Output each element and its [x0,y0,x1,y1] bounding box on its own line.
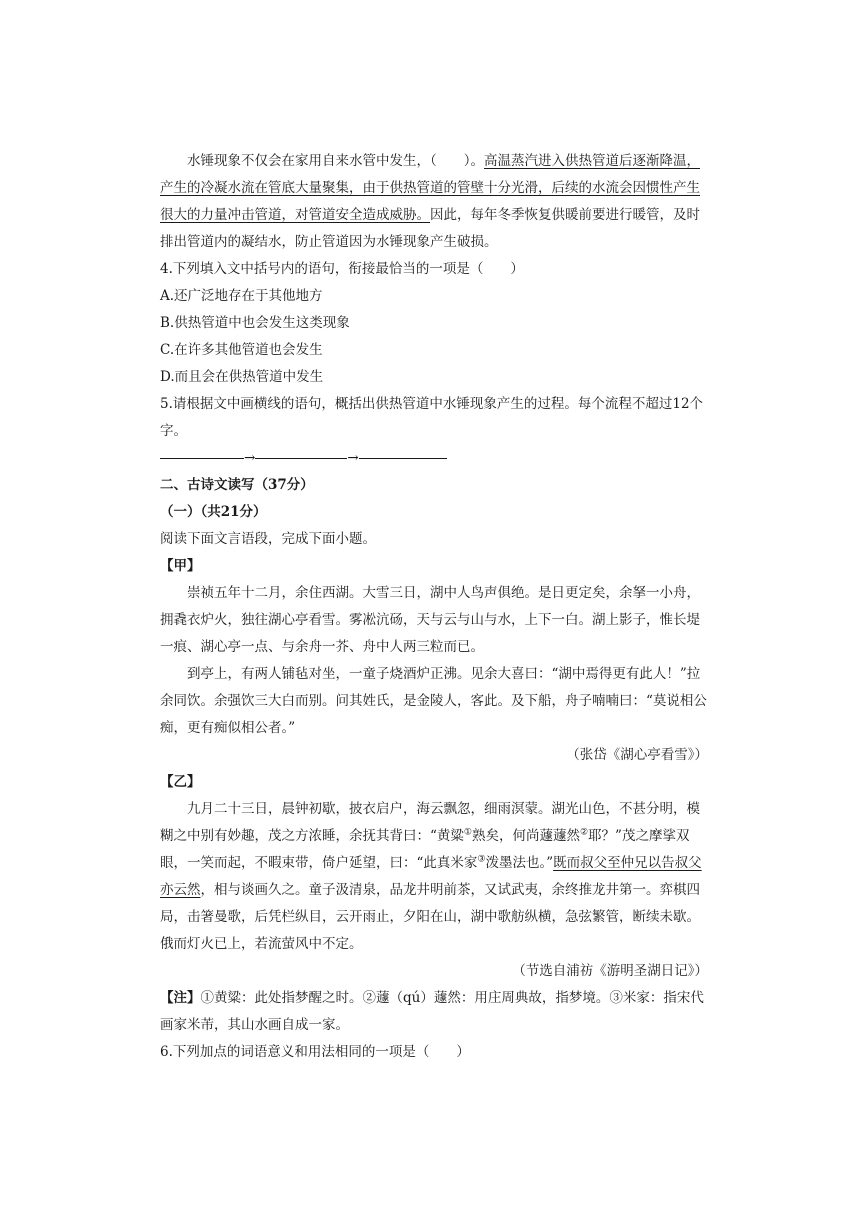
yi-text-c: 耶？”茂之摩挲双眼，一笑而起，不暇束带，倚户延望，曰：“此真米家 [160,828,690,871]
exam-page [160,148,708,1066]
section-2-instruction: 阅读下面文言语段，完成下面小题。 [160,531,376,547]
flow-blank-1[interactable] [160,458,244,459]
yi-text-e: ，相与谈画久之。童子汲清泉，品龙井明前茶，又试武夷，余终推龙井第一。弈棋四局，击箸曼歌，后凭栏纵目，云开雨止，夕阳在山，湖中歌舫纵横，急弦繁管，断续未歇。俄而灯火已上，若流萤风中不定。 [160,882,700,952]
question-6-stem: 6.下列加点的词语意义和用法相同的一项是（ ） [160,1044,470,1060]
annotation-note [160,985,708,1039]
passage-underlined-sentence: 高温蒸汽进入供热管道后逐渐降温，产生的冷凝水流在管底大量聚集，由于供热管道的管壁十分光滑，后续的水流会因惯性产生很大的力量冲击管道，对管道安全造成威胁。 [160,153,700,223]
yi-underlined-sentence: 既而叔父至仲兄以告叔父亦云然 [160,855,702,898]
flow-arrow-2: → [347,450,359,466]
footnote-marker-1: ① [463,827,472,838]
question-4-option-d: D.而且会在供热管道中发生 [160,369,324,385]
passage-text-before: 水锤现象不仅会在家用自来水管中发生，（ ）。 [187,153,484,169]
question-4-option-c: C.在许多其他管道也会发生 [160,342,323,358]
section-2-part-1: （一）（共21分） [160,504,267,520]
yi-text-d: 泼墨法也。” [485,855,554,871]
passage-jia-paragraph-1: 崇祯五年十二月，余住西湖。大雪三日，湖中人鸟声俱绝。是日更定矣，余拏一小舟，拥毳衣炉火，独往湖心亭看雪。雾凇沆砀，天与云与山与水，上下一白。湖上影子，惟长堤一痕、湖心亭一点、与余舟一芥、舟中人两三粒而已。 [160,585,700,655]
passage-paragraph [160,148,708,256]
yi-text-b: 熟矣，何尚蘧蘧然 [471,828,580,844]
note-text: ①黄粱：此处指梦醒之时。②蘧（qú）蘧然：用庄周典故，指梦境。③米家：指宋代画家米芾，其山水画自成一家。 [160,990,704,1033]
flow-blank-3[interactable] [359,458,447,459]
question-4-option-b: B.供热管道中也会发生这类现象 [160,315,350,331]
passage-jia-label: 【甲】 [160,558,201,574]
flow-arrow-1: → [244,450,256,466]
question-4-option-a: A.还广泛地存在于其他地方 [160,288,323,304]
passage-yi-source: （节选自浦祊《游明圣湖日记》） [512,963,708,979]
passage-yi-label: 【乙】 [160,774,201,790]
question-5-flow-blanks [160,445,708,472]
footnote-marker-3: ③ [477,854,486,865]
section-2-title: 二、古诗文读写（37分） [160,477,314,493]
passage-jia-paragraph-2: 到亭上，有两人铺毡对坐，一童子烧酒炉正沸。见余大喜曰：“湖中焉得更有此人！”拉余同饮。余强饮三大白而别。问其姓氏，是金陵人，客此。及下船，舟子喃喃曰：“莫说相公痴，更有痴似相公者。” [160,666,707,736]
passage-jia-source: （张岱《湖心亭看雪》） [566,747,708,763]
question-5-stem: 5.请根据文中画横线的语句，概括出供热管道中水锤现象产生的过程。每个流程不超过12个字。 [160,396,704,439]
yi-text-a: 九月二十三日，晨钟初歇，披衣启户，海云飘忽，细雨溟蒙。湖光山色，不甚分明，模糊之中别有妙趣，茂之方浓睡，余抚其背曰：“黄粱 [160,801,700,844]
footnote-marker-2: ② [579,827,589,838]
passage-yi-paragraph [160,796,708,958]
question-4-stem: 4.下列填入文中括号内的语句，衔接最恰当的一项是（ ） [160,261,524,277]
passage-text-after: 因此，每年冬季恢复供暖前要进行暖管，及时排出管道内的凝结水，防止管道因为水锤现象产生破损。 [160,207,700,250]
note-label: 【注】 [160,990,201,1006]
flow-blank-2[interactable] [255,458,347,459]
